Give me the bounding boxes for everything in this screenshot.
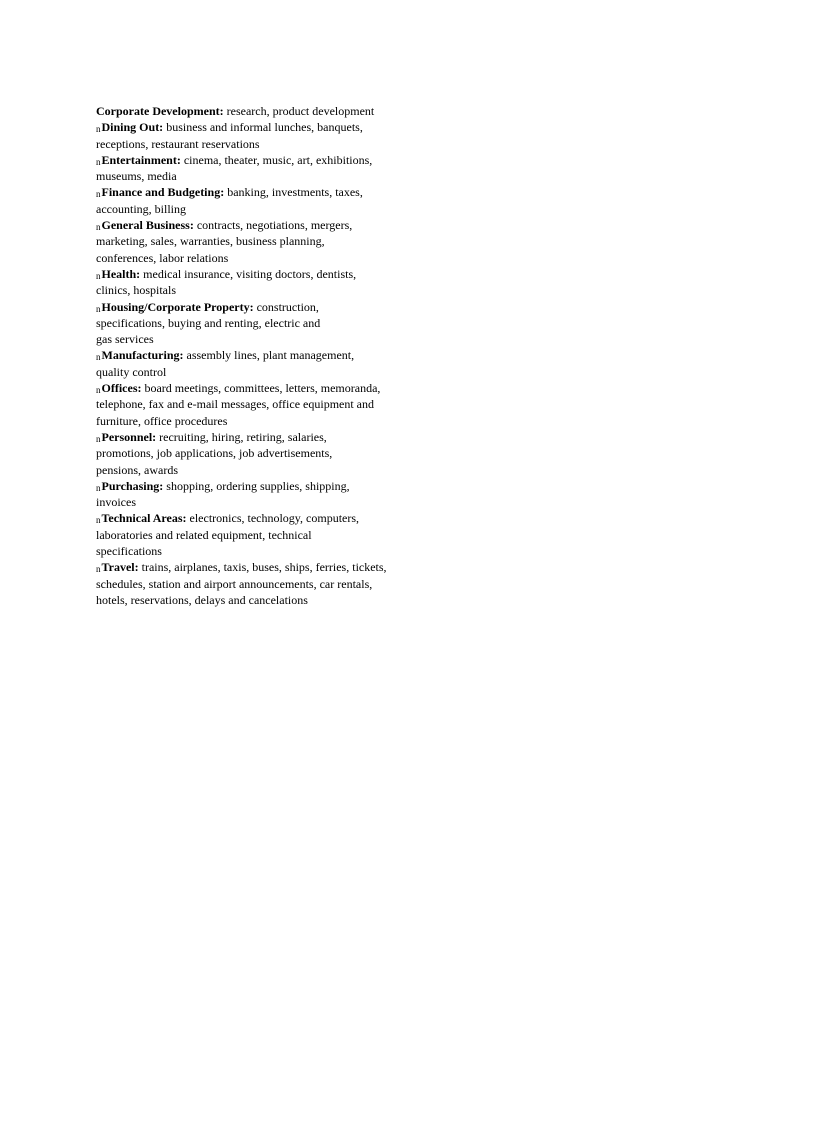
topic-line-continued	[96, 592, 436, 608]
topic-description: laboratories and related equipment, technical	[96, 527, 312, 542]
topic-term: Personnel:	[101, 429, 157, 444]
topic-description: construction,	[253, 299, 319, 314]
topic-list	[96, 103, 436, 608]
topic-line-continued	[96, 527, 436, 543]
topic-description: trains, airplanes, taxis, buses, ships, ferries, tickets,	[138, 560, 387, 575]
topic-line-continued	[96, 168, 436, 184]
topic-description: marketing, sales, warranties, business planning,	[96, 234, 325, 249]
topic-line-first	[96, 380, 436, 396]
topic-term: Housing/Corporate Property:	[101, 299, 254, 314]
topic-term: Entertainment:	[101, 152, 181, 167]
topic-line-continued	[96, 396, 436, 412]
bullet-marker: n	[96, 303, 101, 314]
topic-description: gas services	[96, 332, 154, 347]
topic-description: invoices	[96, 495, 136, 510]
topic-line-continued	[96, 413, 436, 429]
topic-term: Corporate Development:	[96, 104, 224, 118]
topic-description: recruiting, hiring, retiring, salaries,	[156, 429, 327, 444]
bullet-marker: n	[96, 124, 101, 135]
topic-line-first	[96, 103, 436, 119]
topic-term: Offices:	[101, 381, 142, 396]
bullet-marker: n	[96, 270, 101, 281]
topic-line-continued	[96, 315, 436, 331]
topic-description: cinema, theater, music, art, exhibitions,	[180, 152, 373, 167]
topic-description: banking, investments, taxes,	[224, 185, 363, 200]
topic-description: research, product development	[223, 104, 375, 118]
topic-description: conferences, labor relations	[96, 250, 229, 265]
bullet-marker: n	[96, 564, 101, 575]
topic-description: hotels, reservations, delays and cancelations	[96, 592, 308, 607]
topic-line-first	[96, 266, 436, 282]
topic-line-continued	[96, 201, 436, 217]
topic-term: Health:	[101, 266, 141, 281]
topic-term: General Business:	[101, 218, 194, 233]
topic-description: shopping, ordering supplies, shipping,	[163, 478, 350, 493]
topic-description: assembly lines, plant management,	[183, 348, 355, 363]
bullet-marker: n	[96, 189, 101, 200]
topic-line-first	[96, 478, 436, 494]
bullet-marker: n	[96, 352, 101, 363]
topic-description: specifications	[96, 544, 162, 559]
topic-description: electronics, technology, computers,	[186, 511, 360, 526]
topic-line-first	[96, 299, 436, 315]
bullet-marker: n	[96, 156, 101, 167]
topic-term: Travel:	[101, 560, 139, 575]
topic-line-first	[96, 429, 436, 445]
bullet-marker: n	[96, 222, 101, 233]
topic-description: promotions, job applications, job advertisements,	[96, 446, 333, 461]
topic-line-continued	[96, 462, 436, 478]
topic-line-first	[96, 217, 436, 233]
topic-description: medical insurance, visiting doctors, dentists,	[140, 266, 357, 281]
topic-term: Finance and Budgeting:	[101, 185, 225, 200]
topic-line-continued	[96, 494, 436, 510]
topic-line-first	[96, 347, 436, 363]
topic-description: receptions, restaurant reservations	[96, 136, 260, 151]
topic-line-continued	[96, 233, 436, 249]
bullet-marker: n	[96, 385, 101, 396]
topic-description: telephone, fax and e-mail messages, office equipment and	[96, 397, 375, 412]
topic-term: Dining Out:	[101, 120, 164, 135]
bullet-marker: n	[96, 433, 101, 444]
topic-line-first	[96, 119, 436, 135]
topic-description: quality control	[96, 364, 167, 379]
topic-line-continued	[96, 445, 436, 461]
topic-line-continued	[96, 250, 436, 266]
topic-description: museums, media	[96, 169, 177, 184]
topic-description: board meetings, committees, letters, memoranda,	[141, 381, 381, 396]
topic-line-first	[96, 559, 436, 575]
topic-description: business and informal lunches, banquets,	[163, 120, 363, 135]
topic-description: clinics, hospitals	[96, 283, 176, 298]
topic-term: Purchasing:	[101, 478, 164, 493]
topic-line-first	[96, 184, 436, 200]
topic-term: Technical Areas:	[101, 511, 187, 526]
bullet-marker: n	[96, 482, 101, 493]
topic-line-first	[96, 152, 436, 168]
topic-term: Manufacturing:	[101, 348, 184, 363]
topic-description: accounting, billing	[96, 201, 186, 216]
topic-line-continued	[96, 136, 436, 152]
topic-line-continued	[96, 364, 436, 380]
bullet-marker: n	[96, 515, 101, 526]
topic-description: furniture, office procedures	[96, 413, 228, 428]
topic-description: schedules, station and airport announcements, car rentals,	[96, 576, 373, 591]
topic-line-continued	[96, 576, 436, 592]
topic-line-first	[96, 510, 436, 526]
topic-line-continued	[96, 331, 436, 347]
topic-line-continued	[96, 282, 436, 298]
topic-description: specifications, buying and renting, electric and	[96, 315, 321, 330]
topic-description: pensions, awards	[96, 462, 178, 477]
topic-line-continued	[96, 543, 436, 559]
topic-description: contracts, negotiations, mergers,	[193, 218, 353, 233]
